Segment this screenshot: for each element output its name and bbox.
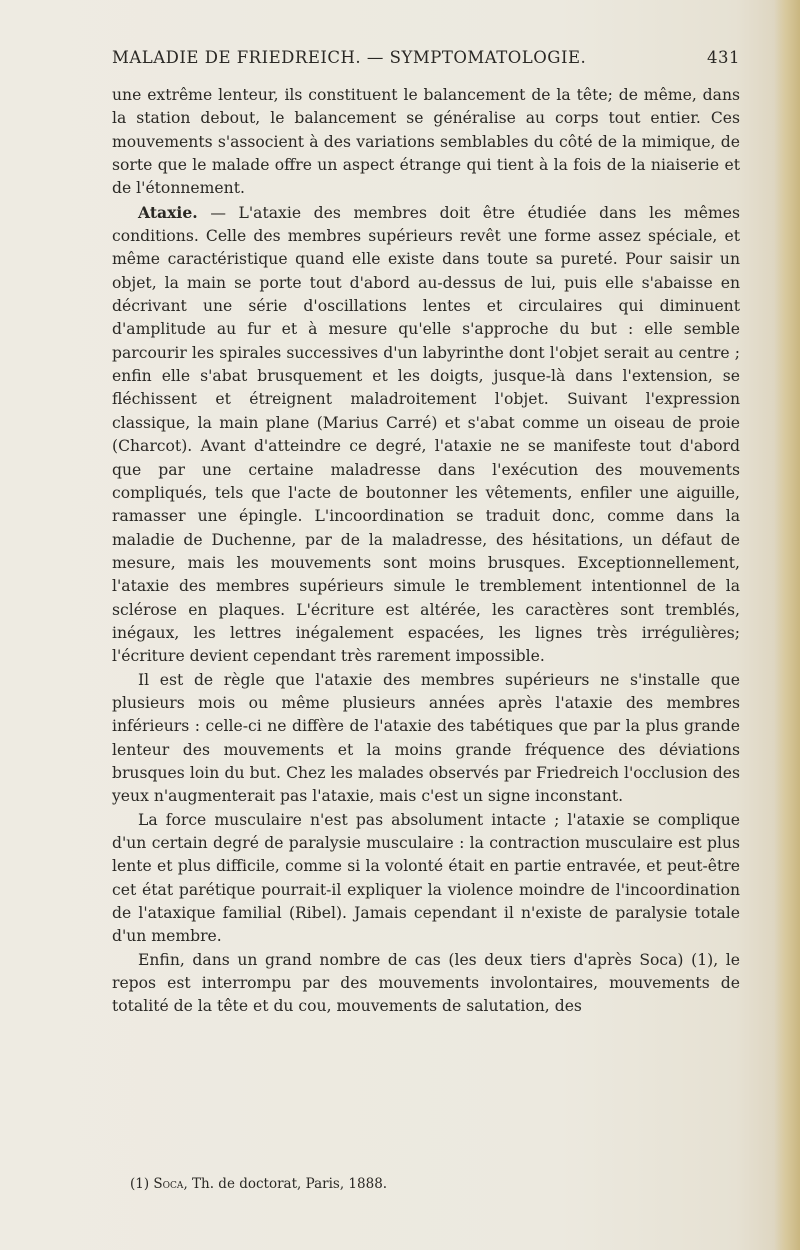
running-title: MALADIE DE FRIEDREICH. — SYMPTOMATOLOGIE. (112, 48, 587, 67)
paragraph: La force musculaire n'est pas absolument intacte ; l'ataxie se complique d'un certain degré de paralysie musculaire : la contraction musculaire est plus lente et plus difficile, comme si la volonté était en partie entravée, et peut-être cet état parétique pourrait-il expliquer la violence moindre de l'incoordination de l'ataxique familial (Ribel). Jamais cependant il n'existe de paralysie totale d'un membre. (112, 810, 740, 946)
footnote (130, 1176, 740, 1192)
paragraph: une extrême lenteur, ils constituent le balancement de la tête; de même, dans la station debout, le balancement se généralise au corps tout entier. Ces mouvements s'associent à des variations semblables du côté de la mimique, de sorte que le malade offre un aspect étrange qui tient à la fois de la niaiserie et de l'étonnement. (112, 86, 740, 198)
page-edge-stain (774, 0, 800, 1250)
running-header (112, 48, 740, 67)
footnote-author: Soca (153, 1176, 184, 1192)
paragraph: Enfin, dans un grand nombre de cas (les deux tiers d'après Soca) (1), le repos est interrompu par des mouvements involontaires, mouvements de totalité de la tête et du cou, mouvements de salutation, des (112, 950, 740, 1016)
footnote-text: , Th. de doctorat, Paris, 1888. (183, 1176, 388, 1192)
footnote-marker: (1) (130, 1176, 150, 1192)
body-text (112, 84, 740, 1019)
paragraph-text: — L'ataxie des membres doit être étudiée dans les mêmes conditions. Celle des membres supérieurs revêt une forme assez spéciale, et même caractéristique quand elle existe dans toute sa pureté. Pour saisir un objet, la main se porte tout d'abord au-dessus de lui, puis elle s'abaisse en décrivant une série d'oscillations lentes et circulaires qui diminuent d'amplitude au fur et à mesure qu'elle s'approche du but : elle semble parcourir les spirales successives d'un labyrinthe dont l'objet serait au centre ; enfin elle s'abat brusquement et les doigts, jusque-là dans l'extension, se fléchissent et étreignent maladroitement l'objet. Suivant l'expression classique, la main plane (Marius Carré) et s'abat comme un oiseau de proie (Charcot). Avant d'atteindre ce degré, l'ataxie ne se manifeste tout d'abord que par une certaine maladresse dans l'exécution des mouvements compliqués, tels que l'acte de boutonner les vêtements, enfiler une aiguille, ramasser une épingle. L'incoordination se traduit donc, comme dans la maladie de Duchenne, par de la maladresse, des hésitations, un défaut de mesure, mais les mouvements sont moins brusques. Exceptionnellement, l'ataxie des membres supérieurs simule le tremblement intentionnel de la sclérose en plaques. L'écriture est altérée, les caractères sont tremblés, inégaux, les lettres inégalement espacées, les lignes très irrégulières; l'écriture devient cependant très rarement impossible. (112, 203, 740, 666)
paragraph-ataxie (112, 201, 740, 669)
section-heading: Ataxie. (138, 202, 198, 222)
paragraph: Il est de règle que l'ataxie des membres supérieurs ne s'installe que plusieurs mois ou même plusieurs années après l'ataxie des membres inférieurs : celle-ci ne diffère de l'ataxie des tabétiques que par la plus grande lenteur des mouvements et la moins grande fréquence des déviations brusques loin du but. Chez les malades observés par Friedreich l'occlusion des yeux n'augmenterait pas l'ataxie, mais c'est un signe inconstant. (112, 670, 740, 806)
page-number: 431 (707, 48, 740, 67)
